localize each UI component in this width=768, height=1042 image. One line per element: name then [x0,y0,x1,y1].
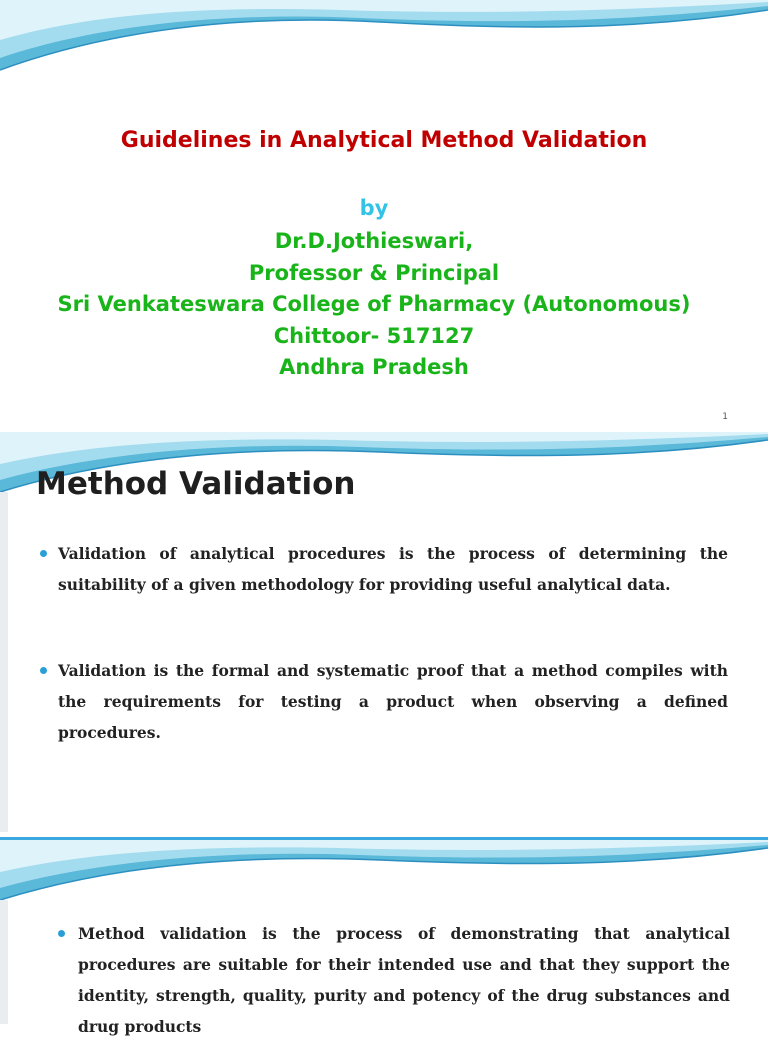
author-state: Andhra Pradesh [279,355,469,379]
bullet-text: Validation is the formal and systematic proof that a method compiles with the requirements for testing a product when observing a defined procedures. [58,661,728,742]
wave-header-decoration [0,840,768,910]
left-shade [0,900,8,1024]
author-college: Sri Venkateswara College of Pharmacy (Autonomous) [57,292,691,316]
author-city: Chittoor- 517127 [273,324,475,348]
page-number: 1 [722,412,728,422]
bullet-text: Method validation is the process of demonstrating that analytical procedures are suitable for their intended use and that they support the identity, strength, quality, purity and potency of the drug substances and drug products [78,924,730,1036]
author-name: Dr.D.Jothieswari, [274,229,474,253]
bullet-icon [58,930,65,937]
slide-1 [0,0,768,430]
author-designation: Professor & Principal [248,261,500,285]
bullet-icon [40,667,47,674]
bullet-text: Validation of analytical procedures is the process of determining the suitability of a given methodology for providing useful analytical data. [58,544,728,594]
by-label: by [359,196,389,220]
presentation-title: Guidelines in Analytical Method Validation [120,128,648,153]
left-shade [0,492,8,832]
wave-header-decoration [0,0,768,80]
bullet-icon [40,550,47,557]
slide-heading: Method Validation [36,466,356,502]
